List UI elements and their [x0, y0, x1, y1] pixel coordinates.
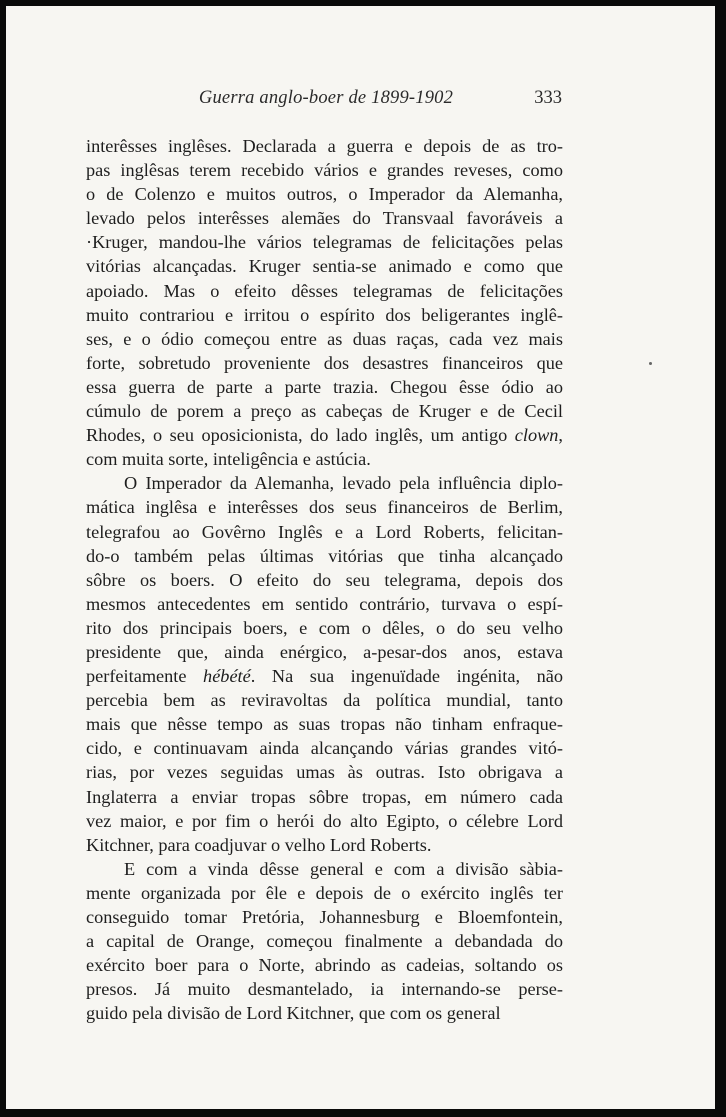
- text-line: cido, e continuavam ainda alcançando várias grandes vitó-: [86, 738, 563, 759]
- text-line: rito dos principais boers, e com o dêles, o do seu velho: [86, 617, 563, 638]
- text-line: muito contrariou e irritou o espírito dos beligerantes inglê-: [86, 304, 563, 325]
- text-line: Inglaterra a enviar tropas sôbre tropas, em número cada: [86, 786, 563, 807]
- text-line: com muita sorte, inteligência e astúcia.: [86, 449, 371, 470]
- text-line: conseguido tomar Pretória, Johannesburg e Bloemfontein,: [86, 907, 563, 927]
- page-header: [86, 88, 566, 116]
- paragraph: [86, 134, 563, 471]
- text-line: sôbre os boers. O efeito do seu telegrama, depois dos: [86, 569, 563, 590]
- text-line: guido pela divisão de Lord Kitchner, que com os general: [86, 1003, 501, 1024]
- print-speck: [649, 362, 652, 365]
- text-line: vez maior, e por fim o herói do alto Egipto, o célebre Lord: [86, 810, 563, 831]
- body-text: [86, 134, 563, 1025]
- text-line: O Imperador da Alemanha, levado pela influência diplo-: [124, 473, 563, 494]
- text-line: presos. Já muito desmantelado, ia internando-se perse-: [86, 979, 563, 1000]
- text-line: percebia bem as reviravoltas da política mundial, tanto: [86, 690, 563, 711]
- text-line: pas inglêsas terem recebido vários e grandes reveses, como: [86, 160, 563, 181]
- text-line: forte, sobretudo proveniente dos desastres financeiros que: [86, 352, 563, 373]
- text-line: cúmulo de porem a preço as cabeças de Kruger e de Cecil: [86, 401, 563, 422]
- page-number: 333: [534, 88, 562, 108]
- text-line: levado pelos interêsses alemães do Transvaal favoráveis a: [86, 208, 563, 229]
- text-line: Kitchner, para coadjuvar o velho Lord Roberts.: [86, 834, 432, 855]
- text-line: mesmos antecedentes em sentido contrário, turvava o espí-: [86, 593, 563, 614]
- text-line: rias, por vezes seguidas umas às outras. Isto obrigava a: [86, 762, 563, 783]
- text-line: telegrafou ao Govêrno Inglês e a Lord Roberts, felicitan-: [86, 521, 563, 542]
- text-line: vitórias alcançadas. Kruger sentia-se animado e como que: [86, 256, 563, 277]
- text-line: exército boer para o Norte, abrindo as cadeias, soltando os: [86, 955, 563, 976]
- text-line: perfeitamente hébété. Na sua ingenuïdade ingénita, não: [86, 666, 563, 687]
- text-line: ses, e o ódio começou entre as duas raças, cada vez mais: [86, 328, 563, 349]
- paragraph: [86, 471, 563, 857]
- text-line: mente organizada por êle e depois de o exército inglês ter: [86, 882, 563, 903]
- text-line: presidente que, ainda enérgico, a-pesar-dos anos, estava: [86, 641, 563, 662]
- running-title: Guerra anglo-boer de 1899-1902: [198, 88, 454, 108]
- text-line: mática inglêsa e interêsses dos seus financeiros de Berlim,: [86, 497, 563, 518]
- paragraph: [86, 857, 563, 1026]
- text-line: a capital de Orange, começou finalmente a debandada do: [86, 931, 563, 952]
- text-line: essa guerra de parte a parte trazia. Chegou êsse ódio ao: [86, 376, 563, 397]
- text-line: ·Kruger, mandou-lhe vários telegramas de felicitações pelas: [86, 232, 563, 253]
- text-line: do-o também pelas últimas vitórias que tinha alcançado: [86, 545, 563, 566]
- text-line: E com a vinda dêsse general e com a divisão sàbia-: [124, 858, 563, 879]
- book-page: [6, 6, 715, 1109]
- text-line: mais que nêsse tempo as suas tropas não tinham enfraque-: [86, 714, 563, 735]
- text-line: apoiado. Mas o efeito dêsses telegramas de felicitações: [86, 280, 563, 301]
- text-line: Rhodes, o seu oposicionista, do lado inglês, um antigo clown,: [86, 425, 563, 446]
- text-line: interêsses inglêses. Declarada a guerra e depois de as tro-: [86, 136, 563, 156]
- text-line: o de Colenzo e muitos outros, o Imperador da Alemanha,: [86, 184, 563, 205]
